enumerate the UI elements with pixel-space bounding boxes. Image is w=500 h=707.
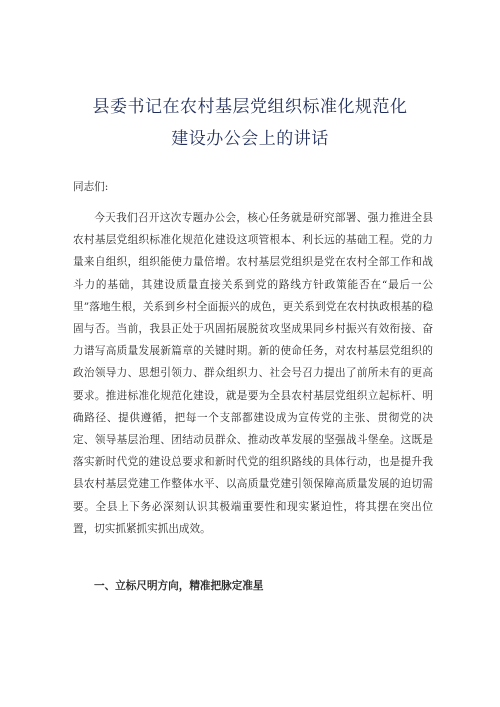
body-paragraph xyxy=(73,207,433,540)
salutation: 同志们: xyxy=(73,181,109,193)
document-title-line-2: 建设办公会上的讲话 xyxy=(171,129,329,149)
document-title-line-1: 县委书记在农村基层党组织标准化规范化 xyxy=(92,97,408,117)
section-heading-1: 一、立标尺明方向，精准把脉定准星 xyxy=(94,580,264,592)
paragraph-1-text: 今天我们召开这次专题办公会，核心任务就是研究部署、强力推进全县农村基层党组织标准化规范化建设这项管根本、利长远的基础工程。党的力量来自组织，组织能使力量倍增。农村基层党组织是党在农村全部工作和战斗力的基础，其建设质量直接关系到党的路线方针政策能否在“最后一公里”落地生根，关系到乡村全面振兴的成色，更关系到党在农村执政根基的稳固与否。当前，我县正处于巩固拓展脱贫攻坚成果同乡村振兴有效衔接、奋力谱写高质量发展新篇章的关键时期。新的使命任务，对农村基层党组织的政治领导力、思想引领力、群众组织力、社会号召力提出了前所未有的更高要求。推进标准化规范化建设，就是要为全县农村基层党组织立起标杆、明确路径、提供遵循，把每一个支部都建设成为宣传党的主张、贯彻党的决定、领导基层治理、团结动员群众、推动改革发展的坚强战斗堡垒。这既是落实新时代党的建设总要求和新时代党的组织路线的具体行动，也是提升我县农村基层党建工作整体水平、以高质量党建引领保障高质量发展的迫切需要。全县上下务必深刻认识其极端重要性和现实紧迫性，将其摆在突出位置，切实抓紧抓实抓出成效。 xyxy=(73,212,433,535)
